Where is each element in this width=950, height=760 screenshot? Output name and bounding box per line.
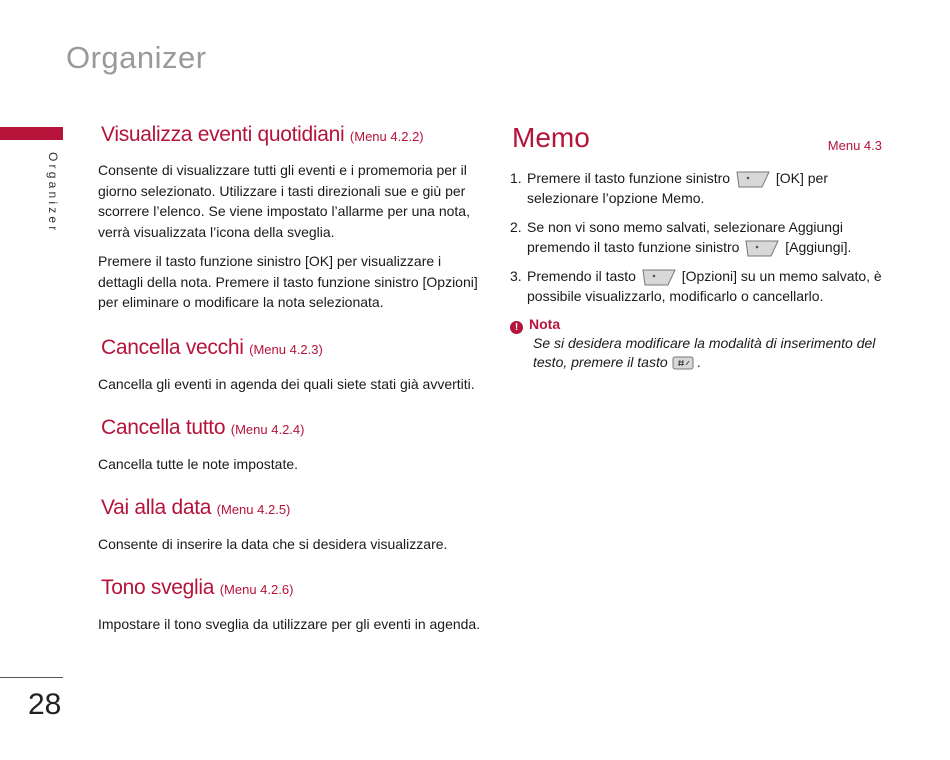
- section-title: [101, 573, 483, 605]
- memo-title: Memo: [512, 122, 590, 153]
- memo-menu-ref: Menu 4.3: [827, 138, 882, 153]
- left-softkey-icon: [642, 268, 676, 286]
- section-vai-alla-data: [98, 493, 483, 555]
- step-number: 3.: [510, 268, 522, 284]
- step-item: [510, 168, 885, 208]
- section-paragraph: Impostare il tono sveglia da utilizzare per gli eventi in agenda.: [98, 616, 481, 632]
- right-column: [510, 120, 885, 372]
- section-paragraph: Premere il tasto funzione sinistro [OK] per visualizzare i dettagli della nota. Premere il tasto funzione sinistro [Opzioni] per eliminare o modificare la nota selezionata.: [98, 253, 478, 310]
- footer-divider: [0, 677, 63, 678]
- step-text-after: [OK] per selezionare l’opzione Memo.: [527, 170, 829, 206]
- section-cancella-vecchi: [98, 333, 483, 395]
- page-number: 28: [28, 688, 62, 721]
- hash-key-icon: [672, 356, 694, 370]
- section-menu-ref: (Menu 4.2.4): [230, 422, 305, 437]
- section-visualizza: [98, 120, 483, 313]
- memo-steps: [510, 168, 885, 306]
- section-cancella-tutto: [98, 413, 483, 475]
- step-text-after: [Aggiungi].: [785, 239, 852, 255]
- step-item: [510, 266, 885, 306]
- note-text: [533, 334, 885, 372]
- section-paragraph: Consente di inserire la data che si desidera visualizzare.: [98, 535, 448, 552]
- sidebar-chapter-label: Organizer: [46, 152, 60, 234]
- note-heading-text: Nota: [529, 316, 561, 332]
- left-column: [98, 120, 483, 635]
- step-item: [510, 217, 885, 257]
- alert-icon: !: [510, 321, 523, 334]
- section-title: [101, 333, 483, 365]
- left-softkey-icon: [745, 239, 779, 257]
- section-title-text: Cancella tutto: [101, 416, 226, 439]
- section-title-text: Visualizza eventi quotidiani: [101, 123, 345, 146]
- section-title-text: Cancella vecchi: [101, 335, 244, 359]
- note-text-before: Se si desidera modificare la modalità di inserimento del testo, premere il tasto: [533, 335, 876, 370]
- section-menu-ref: (Menu 4.2.3): [249, 341, 323, 357]
- section-title: [101, 120, 483, 152]
- section-menu-ref: (Menu 4.2.2): [349, 129, 424, 144]
- sidebar-accent-bar: [0, 127, 63, 140]
- step-text-after: [Opzioni] su un memo salvato, è possibile visualizzarlo, modificarlo o cancellarlo.: [527, 268, 882, 304]
- section-title: [101, 413, 483, 445]
- section-title-text: Tono sveglia: [101, 576, 215, 599]
- left-softkey-icon: [736, 170, 770, 188]
- step-number: 2.: [510, 219, 522, 235]
- step-number: 1.: [510, 170, 522, 186]
- section-title-text: Vai alla data: [101, 495, 212, 519]
- section-paragraph: Consente di visualizzare tutti gli eventi e i promemoria per il giorno selezionato. Utilizzare i tasti direzionali sue e giù per scorrere l’elenco. Se viene impostato l’allarme per una nota, verrà visualizzata l’icona della sveglia.: [98, 162, 470, 240]
- note-text-after: .: [697, 354, 702, 370]
- page-header-title: Organizer: [66, 40, 207, 75]
- section-menu-ref: (Menu 4.2.5): [216, 501, 291, 517]
- section-paragraph: Cancella gli eventi in agenda dei quali siete stati già avvertiti.: [98, 375, 475, 392]
- step-text-before: Premendo il tasto: [527, 268, 636, 284]
- section-paragraph: Cancella tutte le note impostate.: [98, 456, 299, 472]
- step-text-before: Se non vi sono memo salvati, selezionare Aggiungi premendo il tasto funzione sinistro: [527, 219, 843, 255]
- section-menu-ref: (Menu 4.2.6): [219, 582, 294, 597]
- section-title: [101, 493, 483, 525]
- note-box: [510, 315, 885, 372]
- section-tono-sveglia: [98, 573, 483, 635]
- note-heading: [510, 315, 885, 334]
- step-text-before: Premere il tasto funzione sinistro: [527, 170, 731, 186]
